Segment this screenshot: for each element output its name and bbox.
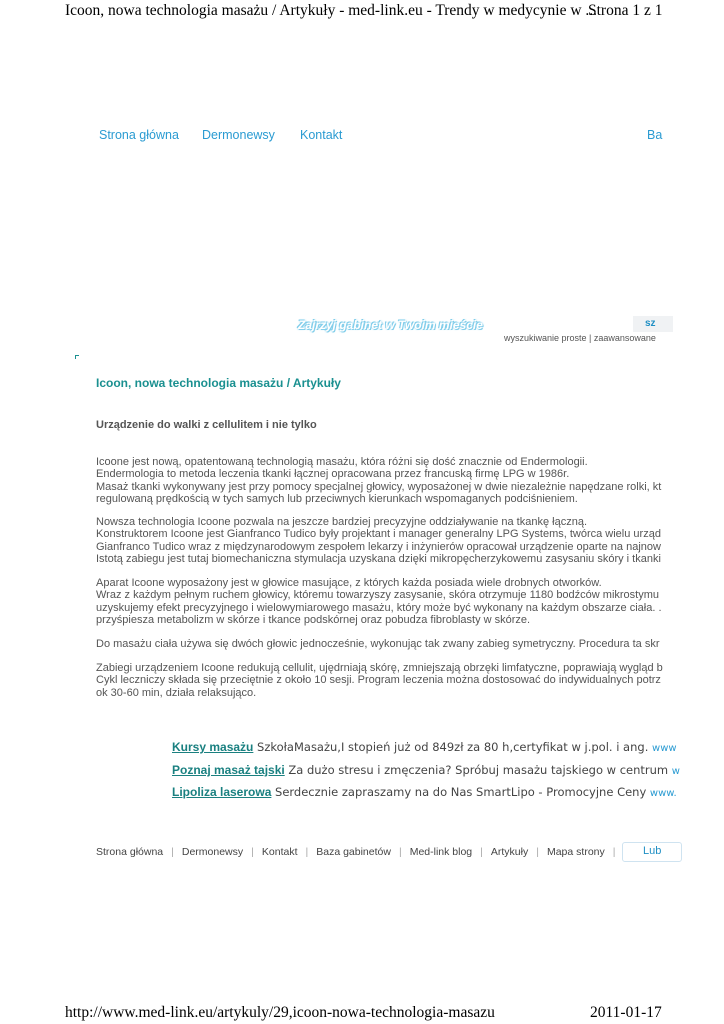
article-subtitle: Urządzenie do walki z cellulitem i nie tylko	[96, 419, 317, 431]
ad-url[interactable]: w	[671, 766, 680, 777]
search-button[interactable]: sz	[633, 316, 673, 332]
search-mode-links[interactable]: wyszukiwanie proste | zaawansowane	[504, 333, 656, 343]
paragraph-line: Zabiegi urządzeniem Icoone redukują cellulit, ujędrniają skórę, zmniejszają obrzęki limfatyczne, poprawiają wygląd b	[96, 662, 663, 674]
footer-separator: |	[536, 846, 539, 858]
article-paragraph-4	[96, 638, 660, 650]
paragraph-line: Icoone jest nową, opatentowaną technologią masażu, która różni się dość znacznie od Endermologii.	[96, 456, 588, 468]
ad-row	[172, 740, 677, 754]
ad-text: SzkołaMasażu,I stopień już od 849zł za 80 h,certyfikat w j.pol. i ang.	[257, 740, 649, 754]
ad-link-lipoliza-laserowa[interactable]: Lipoliza laserowa	[172, 785, 272, 799]
print-footer-date: 2011-01-17	[590, 1004, 662, 1021]
article-paragraph-3	[96, 577, 662, 627]
paragraph-line: Wraz z każdym pełnym ruchem głowicy, któremu towarzyszy zasysanie, skóra otrzymuje 1180 bodźców mikrostymu	[96, 589, 660, 602]
footer-link-home[interactable]: Strona główna	[96, 846, 164, 858]
banner-slogan: Zajrzyj gabinet w Twoim mieście	[298, 318, 483, 332]
nav-link-home[interactable]: Strona główna	[99, 128, 179, 142]
paragraph-line: Gianfranco Tudico wraz z międzynarodowym zespołem lekarzy i inżynierów opracował urządzenie oparte na najnow	[96, 540, 661, 553]
footer-link-dermonewsy[interactable]: Dermonewsy	[181, 846, 244, 858]
paragraph-line: regulowaną prędkością w tych samych lub przeciwnych kierunkach wspomaganych podciśnieniem.	[96, 493, 578, 506]
article-paragraph-2	[96, 516, 661, 566]
paragraph-line: przyśpiesza metabolizm w skórze i tkance podskórnej oraz pobudza fibroblasty w skórze.	[96, 614, 531, 627]
paragraph-line: Konstruktorem Icoone jest Gianfranco Tudico były projektant i manager generalny LPG Systems, twórca wielu urząd	[96, 528, 661, 541]
nav-link-baza[interactable]: Ba	[647, 128, 663, 142]
paragraph-line: ok 30-60 min, działa relaksująco.	[96, 686, 257, 699]
footer-link-baza-gabinetow[interactable]: Baza gabinetów	[316, 846, 391, 858]
footer-separator: |	[305, 846, 309, 858]
ad-url[interactable]: www	[652, 743, 677, 754]
article-paragraph-1	[96, 456, 661, 506]
ad-link-kursy-masazu[interactable]: Kursy masażu	[172, 740, 254, 754]
nav-link-dermonewsy[interactable]: Dermonewsy	[202, 128, 275, 142]
paragraph-line: Cykl leczniczy składa się przeciętnie z około 10 sesji. Program leczenia można dostosować do indywidualnych potrz	[96, 674, 661, 687]
paragraph-line: Do masażu ciała używa się dwóch głowic jednocześnie, wykonując tak zwany zabieg symetryczny. Procedura ta skr	[96, 638, 660, 650]
footer-link-artykuly[interactable]: Artykuły	[490, 846, 529, 858]
print-header-title: Icoon, nowa technologia masażu / Artykuły - med-link.eu - Trendy w medycynie w ...	[65, 2, 598, 19]
paragraph-line: Nowsza technologia Icoone pozwala na jeszcze bardziej precyzyjne oddziaływanie na tkankę łączną.	[96, 516, 588, 528]
paragraph-line: Masaż tkanki wykonywany jest przy pomocy specjalnej głowicy, wyposażonej w dwie niezależnie napędzane rolki, kt	[96, 480, 662, 493]
footer-link-mapa-strony[interactable]: Mapa strony	[546, 846, 605, 858]
footer-separator: |	[171, 846, 174, 858]
article-title: Icoon, nowa technologia masażu / Artykuły	[96, 376, 341, 390]
ad-row	[172, 763, 680, 777]
paragraph-line: Endermologia to metoda leczenia tkanki łącznej opracowana przez francuską firmę LPG w 1986r.	[96, 468, 570, 481]
print-footer-url: http://www.med-link.eu/artykuly/29,icoon-nowa-technologia-masazu	[65, 1004, 495, 1021]
print-header-page-number: Strona 1 z 1	[588, 2, 663, 19]
ad-link-poznaj-masaz-tajski[interactable]: Poznaj masaż tajski	[172, 763, 285, 777]
paragraph-line: uzyskujemy efekt precyzyjnego i wielowymiarowego masażu, który może być wykonany na każdym obszarze ciała. .	[96, 601, 662, 614]
footer-separator: |	[480, 846, 483, 858]
footer-separator: |	[398, 846, 402, 858]
footer-link-kontakt[interactable]: Kontakt	[261, 846, 298, 858]
ad-text: Serdecznie zapraszamy na do Nas SmartLipo - Promocyjne Ceny	[275, 785, 647, 799]
corner-mark	[75, 355, 79, 359]
footer-link-med-link-blog[interactable]: Med-link blog	[409, 846, 473, 858]
ad-url[interactable]: www.	[649, 788, 677, 799]
ad-row	[172, 785, 677, 799]
paragraph-line: Aparat Icoone wyposażony jest w głowice masujące, z których każda posiada wiele drobnych otworków.	[96, 577, 602, 589]
article-paragraph-5	[96, 662, 663, 699]
nav-link-kontakt[interactable]: Kontakt	[300, 128, 343, 142]
footer-separator: |	[251, 846, 254, 858]
paragraph-line: Istotą zabiegu jest tutaj biomechaniczna stymulacja uzyskana dzięki mikropęcherzykowemu zasysaniu skóry i tkanki	[96, 553, 661, 566]
ad-text: Za dużo stresu i zmęczenia? Spróbuj masażu tajskiego w centrum	[288, 763, 669, 777]
like-button[interactable]: Lub	[622, 842, 682, 862]
footer-separator: |	[612, 846, 616, 858]
footer-nav	[96, 846, 623, 858]
